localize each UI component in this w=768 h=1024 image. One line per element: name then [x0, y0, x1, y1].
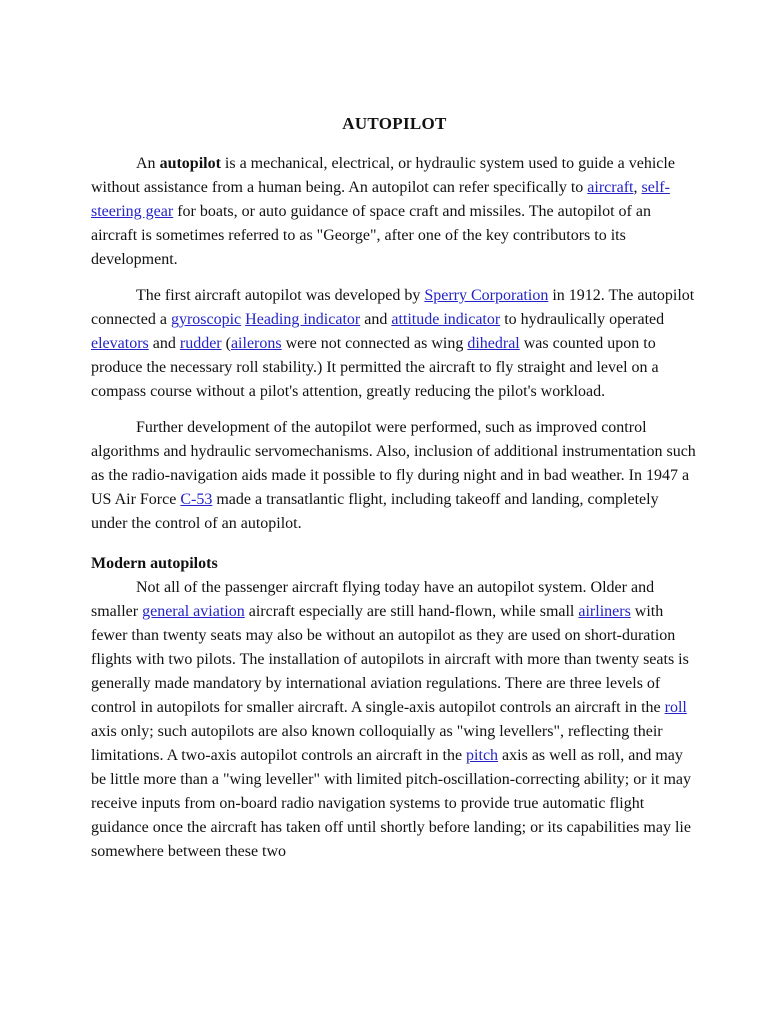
link-heading-indicator[interactable]: Heading indicator — [245, 311, 361, 328]
link-attitude-indicator[interactable]: attitude indicator — [391, 311, 501, 328]
text: An — [136, 155, 160, 172]
text: The first aircraft autopilot was developed by — [136, 287, 425, 304]
paragraph-development — [91, 416, 698, 536]
paragraph-modern — [91, 576, 698, 864]
link-ailerons[interactable]: ailerons — [230, 335, 282, 352]
page-title: AUTOPILOT — [342, 114, 447, 133]
text: in 1912. The autopilot connected a — [91, 287, 695, 328]
link-self-steering-gear[interactable]: self-steering gear — [91, 179, 670, 220]
link-dihedral[interactable]: dihedral — [467, 335, 520, 352]
text: to hydraulically operated — [500, 311, 665, 328]
link-elevators[interactable]: elevators — [91, 335, 149, 352]
paragraph-intro — [91, 152, 698, 272]
text: ( — [221, 335, 231, 352]
link-general-aviation[interactable]: general aviation — [142, 603, 245, 620]
link-gyroscopic[interactable]: gyroscopic — [170, 311, 242, 328]
text: were not connected as wing — [281, 335, 468, 352]
link-rudder[interactable]: rudder — [179, 335, 222, 352]
text: is a mechanical, electrical, or hydraulic system used to guide a vehicle without assistance from a human being. An autopilot can refer specifically to — [91, 155, 675, 196]
text: with fewer than twenty seats may also be without an autopilot as they are used on short-duration flights with two pilots. The installation of autopilots in aircraft with more than twenty seats is generally made mandatory by international aviation regulations. There are three levels of control in autopilots for smaller aircraft. A single-axis autopilot controls an aircraft in the — [91, 603, 689, 716]
link-c-53[interactable]: C-53 — [180, 491, 213, 508]
link-airliners[interactable]: airliners — [578, 603, 631, 620]
text: was counted upon to produce the necessary roll stability.) It permitted the aircraft to fly straight and level on a compass course without a pilot's attention, greatly reducing the pilot's workload. — [91, 335, 659, 400]
link-aircraft[interactable]: aircraft — [587, 179, 634, 196]
text: Further development of the autopilot were performed, such as improved control algorithms and hydraulic servomechanisms. Also, inclusion of additional instrumentation such as the radio-navigation aids made it possible to fly during night and in bad weather. In 1947 a US Air Force — [91, 419, 696, 508]
text: axis only; such autopilots are also known colloquially as "wing levellers", reflecting their limitations. A two-axis autopilot controls an aircraft in the — [91, 723, 663, 764]
text: , — [633, 179, 642, 196]
link-roll[interactable]: roll — [664, 699, 687, 716]
text: aircraft especially are still hand-flown, while small — [244, 603, 579, 620]
link-pitch[interactable]: pitch — [466, 747, 499, 764]
bold-term: autopilot — [159, 155, 221, 172]
text: for boats, or auto guidance of space craft and missiles. The autopilot of an aircraft is sometimes referred to as "George", after one of the key contributors to its development. — [91, 203, 651, 268]
text: and — [360, 311, 392, 328]
link-sperry-corporation[interactable]: Sperry Corporation — [424, 287, 549, 304]
paragraph-history — [91, 284, 698, 404]
text: axis as well as roll, and may be little more than a "wing leveller" with limited pitch-oscillation-correcting ability; or it may receive inputs from on-board radio navigation systems to provide true automatic flight guidance once the aircraft has taken off until shortly before landing; or its capabilities may lie somewhere between these two — [91, 747, 692, 860]
text: made a transatlantic flight, including takeoff and landing, completely under the control of an autopilot. — [91, 491, 659, 532]
section-heading: Modern autopilots — [91, 555, 218, 572]
text: Not all of the passenger aircraft flying today have an autopilot system. Older and smaller — [91, 579, 655, 620]
text: and — [148, 335, 180, 352]
